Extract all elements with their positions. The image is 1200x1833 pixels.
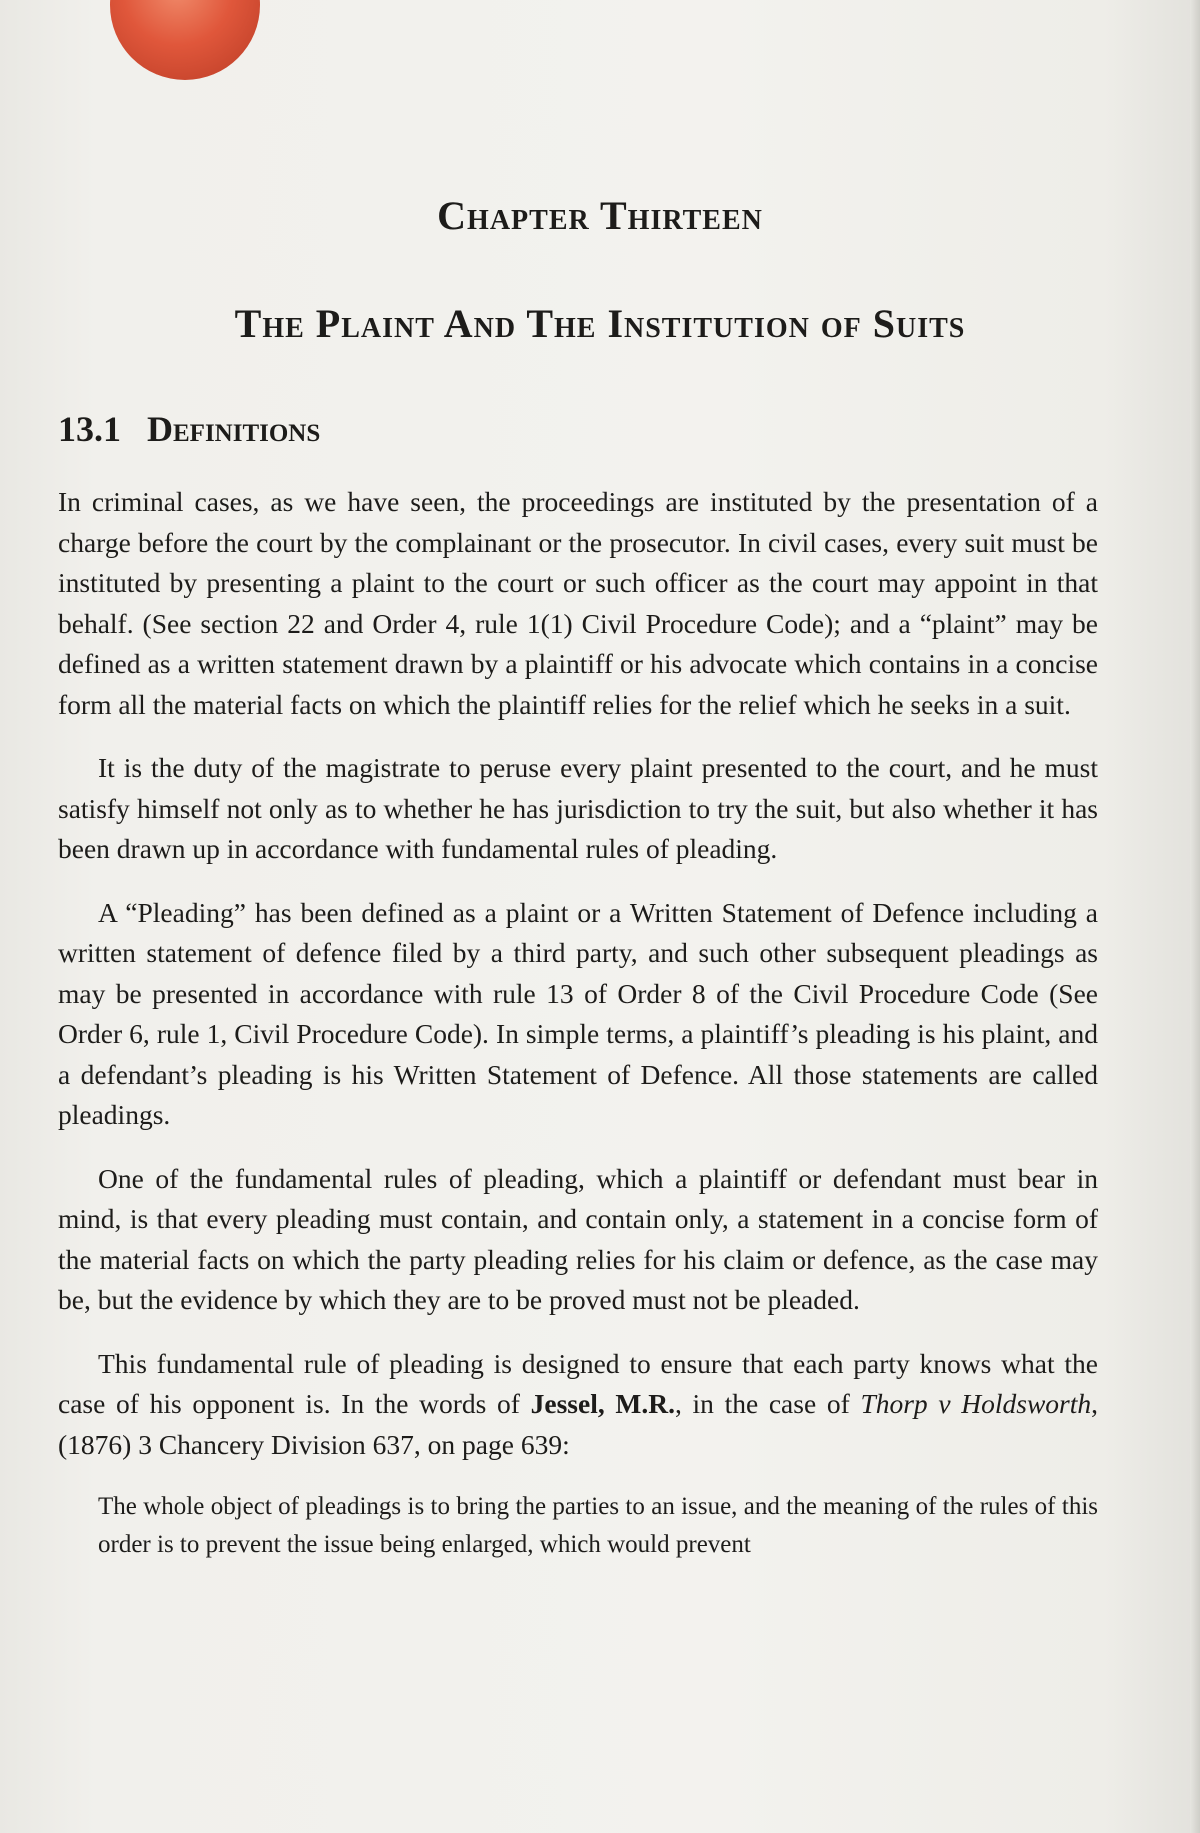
paragraph-text-segment: , in the case of bbox=[674, 1388, 861, 1419]
page-edge bbox=[1190, 0, 1200, 1833]
judge-name: Jessel, M.R. bbox=[530, 1388, 675, 1419]
section-title: Definitions bbox=[147, 409, 321, 449]
paragraph-text-segment: This fundamental rule of pleading is designed to ensure that each party knows what the case of his opponent is. In the words of bbox=[58, 1347, 1098, 1419]
block-quote: The whole object of pleadings is to bring the parties to an issue, and the meaning of the rules of this order is to prevent the issue being enlarged, which would prevent bbox=[98, 1493, 1098, 1558]
paragraph-magistrate-duty: It is the duty of the magistrate to peruse every plaint presented to the court, and he must satisfy himself not only as to whether he has jurisdiction to try the suit, but also whether it has been drawn up in accordance with fundamental rules of pleading. bbox=[58, 752, 1098, 864]
chapter-label: Chapter Thirteen bbox=[437, 193, 763, 238]
case-name: Thorp v Holdsworth bbox=[860, 1388, 1092, 1419]
paragraph-criminal-civil-cases: In criminal cases, as we have seen, the proceedings are instituted by the presentation of a charge before the court by the complainant or the prosecutor. In civil cases, every suit must be instituted by presenting a plaint to the court or such officer as the court may appoint in that behalf. (See section 22 and Order 4, rule 1(1) Civil Procedure Code); and a “plaint” may be defined as a written statement drawn by a plaintiff or his advocate which contains in a concise form all the material facts on which the plaintiff relies for the relief which he seeks in a suit. bbox=[58, 486, 1098, 720]
paragraph-pleading-definition: A “Pleading” has been defined as a plaint or a Written Statement of Defence including a written statement of defence filed by a third party, and such other subsequent pleadings as may be presented in accordance with rule 13 of Order 8 of the Civil Procedure Code (See Order 6, rule 1, Civil Procedure Code). In simple terms, a plaintiff’s pleading is his plaint, and a defendant’s pleading is his Written Statement of Defence. All those statements are called pleadings. bbox=[58, 896, 1098, 1130]
finger-thumb bbox=[110, 0, 260, 80]
body-text bbox=[58, 482, 1098, 1587]
paragraph-jessel-quote-intro bbox=[58, 1344, 1098, 1466]
section-number: 13.1 bbox=[58, 409, 121, 449]
chapter-title: The Plaint And The Institution of Suits bbox=[234, 301, 966, 346]
section-heading bbox=[58, 408, 320, 450]
paragraph-fundamental-rules: One of the fundamental rules of pleading, which a plaintiff or defendant must bear in mind, is that every pleading must contain, and contain only, a statement in a concise form of the material facts on which the party pleading relies for his claim or defence, as the case may be, but the evidence by which they are to be proved must not be pleaded. bbox=[58, 1162, 1098, 1315]
case-citation: , (1876) 3 Chancery Division 637, on page 639: bbox=[58, 1388, 1099, 1460]
